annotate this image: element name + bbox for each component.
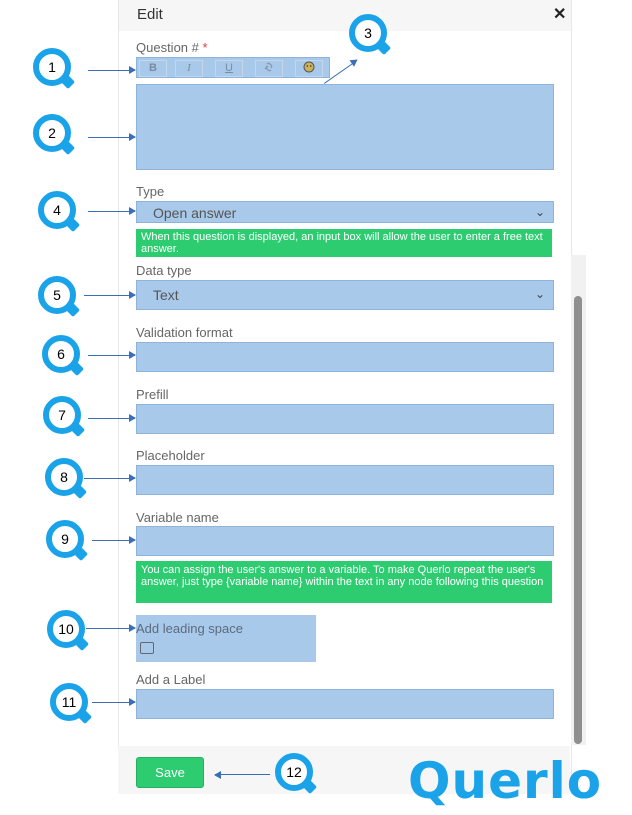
marker-8 [45, 458, 83, 496]
marker-12 [275, 753, 313, 791]
question-text-editor[interactable] [136, 84, 554, 170]
validation-format-label: Validation format [136, 325, 233, 340]
marker-number: 11 [61, 694, 77, 710]
leading-space-checkbox[interactable] [140, 642, 154, 654]
save-button[interactable]: Save [136, 757, 204, 788]
add-label-input[interactable] [136, 689, 554, 719]
marker-3 [349, 14, 387, 52]
marker-number: 9 [61, 531, 69, 547]
marker-number: 2 [48, 125, 56, 141]
scrollbar-thumb[interactable] [574, 296, 582, 744]
leading-space-group [136, 615, 316, 662]
data-type-select-value: Text [153, 287, 179, 303]
marker-number: 1 [48, 59, 56, 75]
prefill-input[interactable] [136, 404, 554, 434]
arrow-10 [86, 628, 135, 629]
add-label-label: Add a Label [136, 672, 206, 687]
type-select[interactable] [136, 201, 554, 223]
arrow-12 [215, 774, 270, 775]
marker-number: 8 [60, 469, 68, 485]
panel-title: Edit [137, 6, 163, 23]
marker-11 [50, 683, 88, 721]
panel-header [119, 0, 571, 31]
type-help-text: When this question is displayed, an input box will allow the user to enter a free text answer. [136, 229, 552, 257]
arrow-5 [84, 295, 135, 296]
validation-format-input[interactable] [136, 342, 554, 372]
marker-number: 10 [58, 621, 74, 637]
arrow-7 [88, 418, 135, 419]
chevron-down-icon: ⌄ [534, 287, 545, 301]
marker-number: 6 [57, 346, 65, 362]
marker-number: 7 [58, 407, 66, 423]
arrow-1 [88, 70, 135, 71]
placeholder-input[interactable] [136, 465, 554, 495]
data-type-label: Data type [136, 263, 192, 278]
arrow-9 [92, 540, 135, 541]
marker-10 [47, 610, 85, 648]
underline-button[interactable]: U [215, 60, 243, 77]
marker-4 [38, 191, 76, 229]
marker-7 [43, 396, 81, 434]
type-label: Type [136, 184, 165, 199]
marker-number: 3 [364, 25, 372, 41]
placeholder-label: Placeholder [136, 448, 205, 463]
marker-number: 4 [53, 202, 61, 218]
link-icon [262, 61, 276, 73]
marker-number: 12 [286, 764, 302, 780]
arrow-11 [92, 702, 135, 703]
arrow-2 [88, 137, 135, 138]
variable-help-text: You can assign the user's answer to a variable. To make Querlo repeat the user's answer, just type {variable name} within the text in any node following this question [136, 561, 552, 603]
querlo-logo: Querlo [408, 752, 603, 810]
question-label [136, 40, 208, 55]
marker-2 [33, 114, 71, 152]
prefill-label: Prefill [136, 387, 169, 402]
type-select-value: Open answer [153, 205, 237, 221]
marker-number: 5 [53, 287, 61, 303]
marker-6 [42, 335, 80, 373]
link-button[interactable] [255, 60, 283, 77]
required-mark: * [202, 40, 208, 55]
emoji-icon [303, 61, 315, 73]
data-type-select[interactable] [136, 280, 554, 310]
italic-button[interactable]: I [175, 60, 203, 77]
marker-9 [46, 520, 84, 558]
editor-toolbar [136, 57, 330, 78]
arrow-4 [88, 211, 135, 212]
arrow-8 [84, 478, 135, 479]
arrow-6 [88, 355, 135, 356]
bold-button[interactable]: B [139, 60, 167, 77]
emoji-button[interactable] [295, 60, 323, 77]
variable-name-input[interactable] [136, 526, 554, 556]
leading-space-label: Add leading space [136, 621, 243, 636]
marker-5 [38, 276, 76, 314]
chevron-down-icon: ⌄ [534, 205, 545, 219]
variable-name-label: Variable name [136, 510, 219, 525]
marker-1 [33, 48, 71, 86]
question-label-text: Question # [136, 40, 199, 55]
close-icon[interactable]: ✕ [553, 6, 567, 23]
